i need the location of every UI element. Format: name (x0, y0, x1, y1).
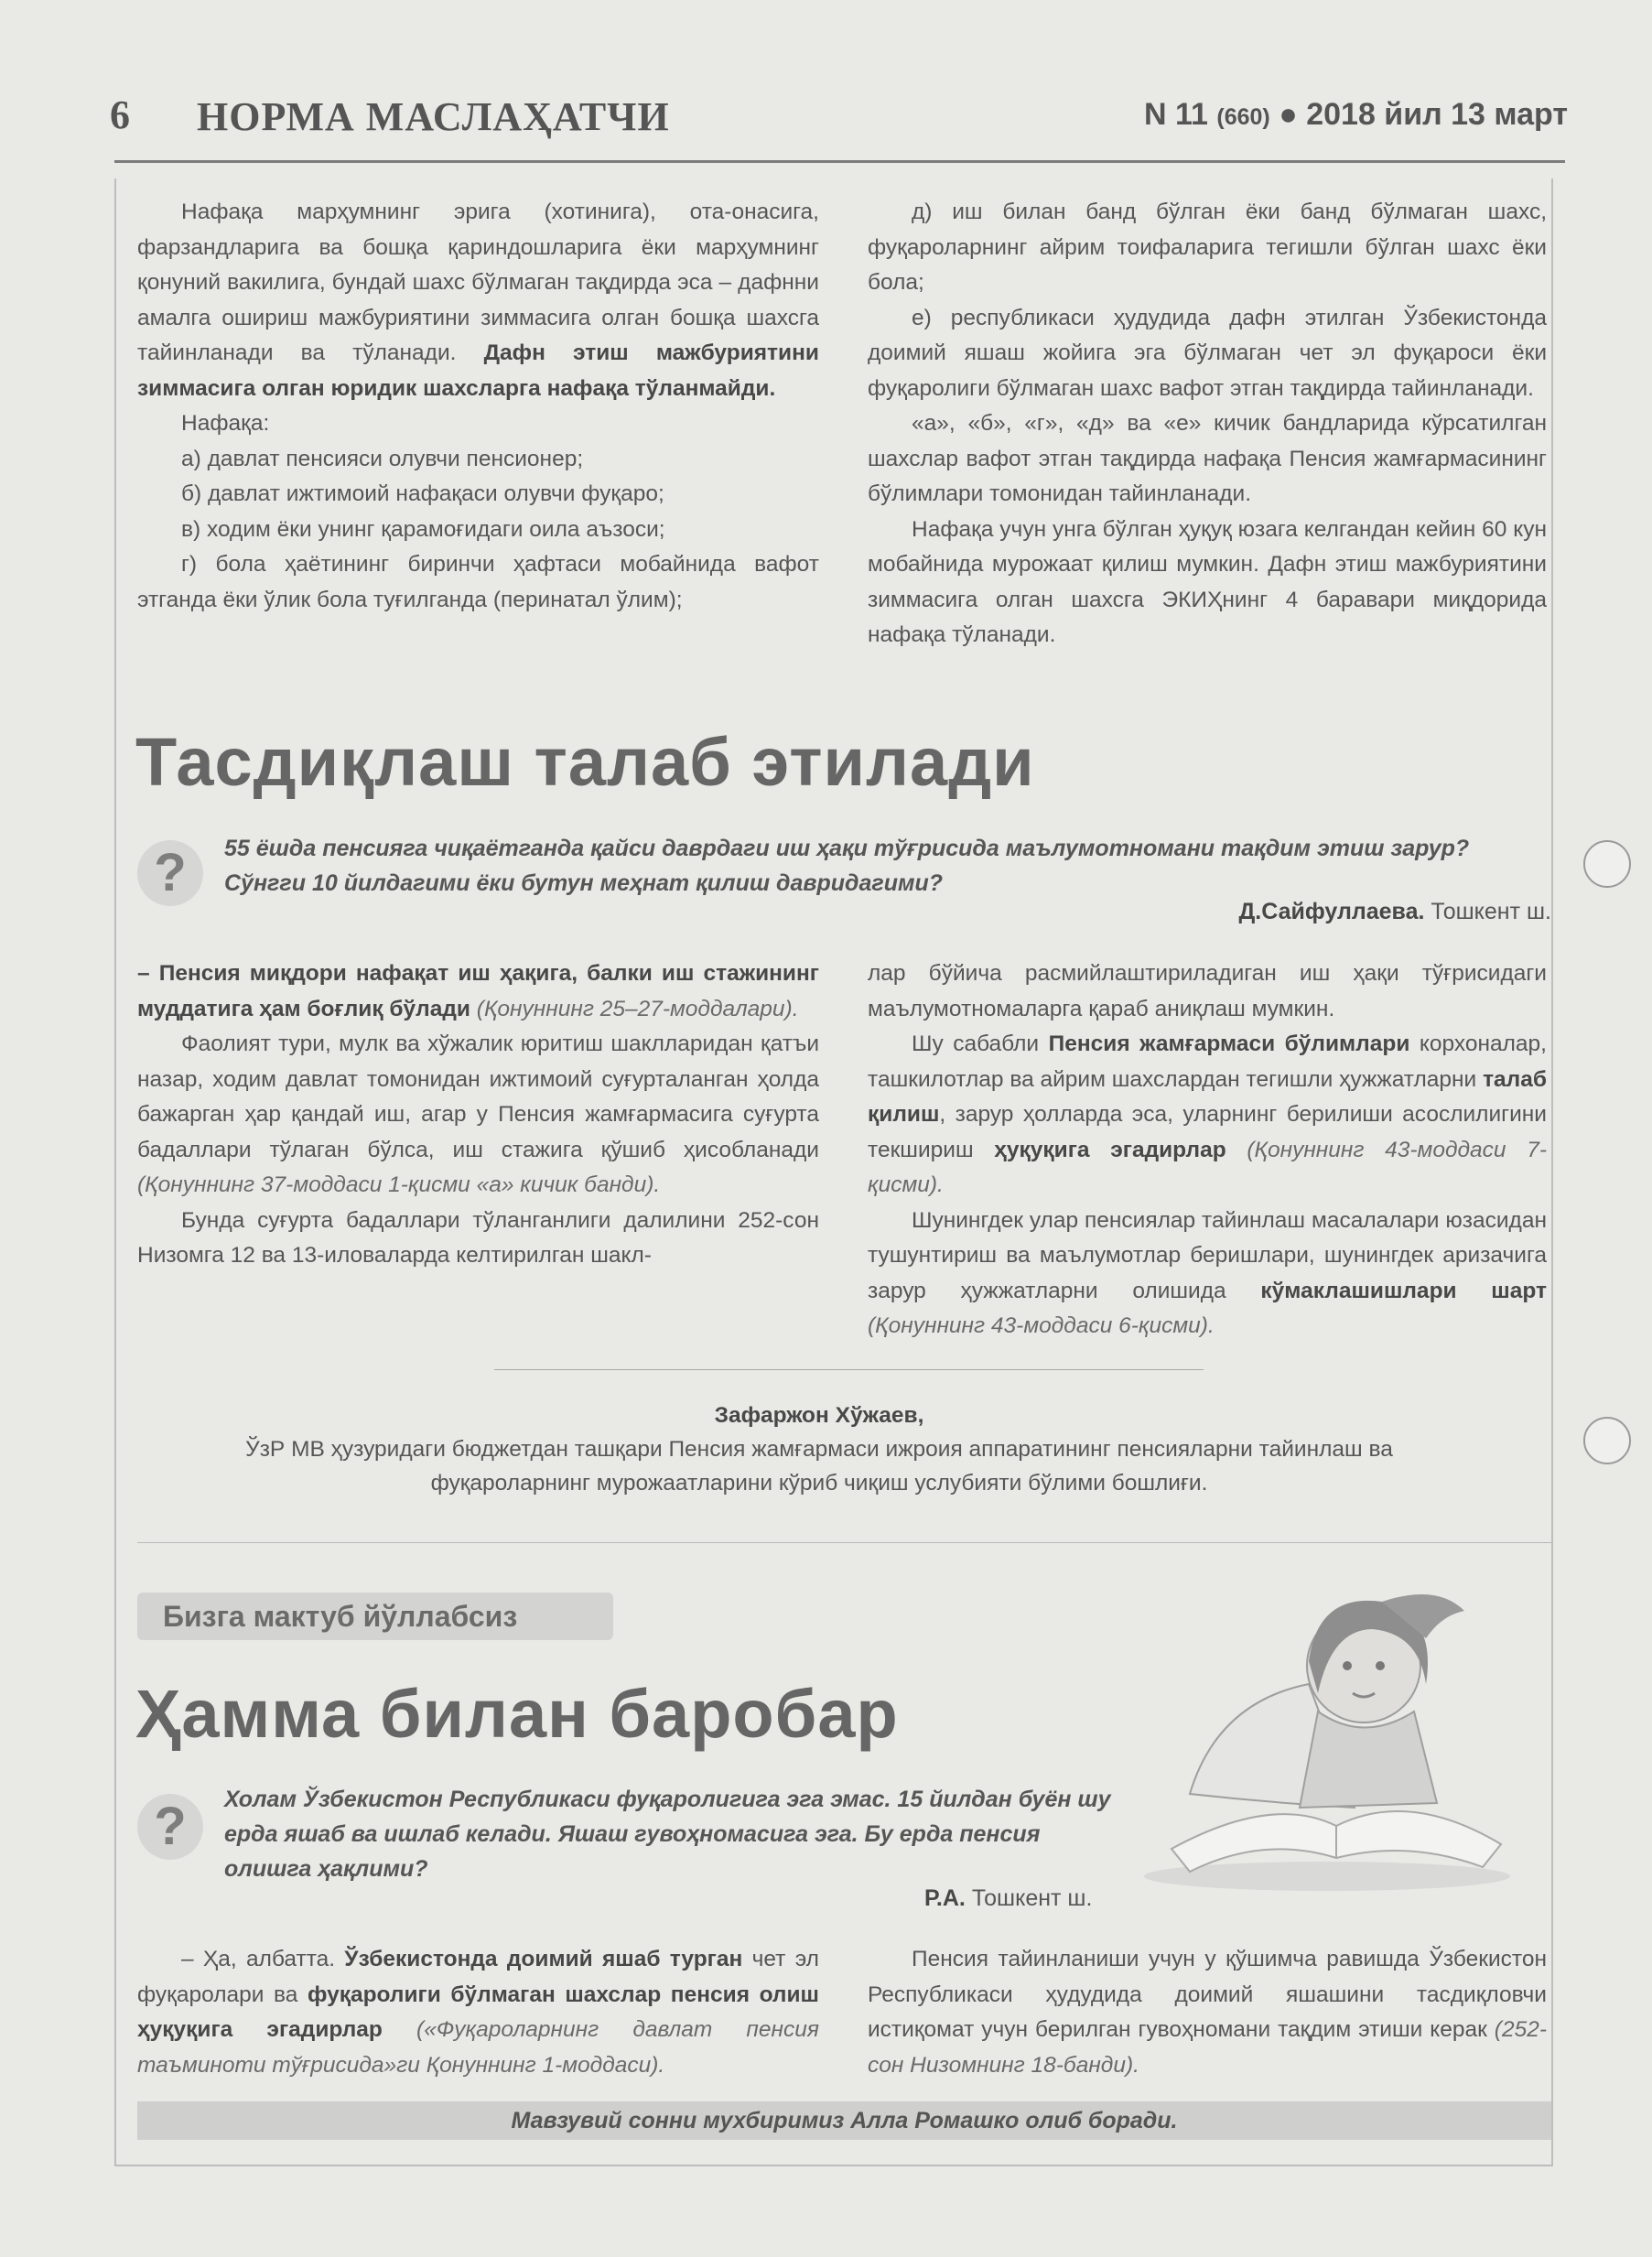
article2-paragraph: Пенсия тайинланиши учун у қўшимча равишда Ўзбекистон Республикаси ҳудудида доимий яшашини тасдиқловчи истиқомат учун берилган гувоҳномани тақдим этиши керак (252-сон Низомнинг 18-банди). (868, 1947, 1547, 2078)
newspaper-title: НОРМА МАСЛАҲАТЧИ (197, 94, 670, 139)
article1-author-city: Тошкент ш. (1431, 899, 1551, 924)
article1-paragraph: Шу сабабли Пенсия жамғармаси бўлимлари корхоналар, ташкилотлар ва айрим шахслардан тегишли ҳужжатларни талаб қилиш, зарур ҳолларда эса, уларнинг берилиши асослилигини текшириш ҳуқуқига эгадирлар (Қонуннинг 43-моддаси 7-қисми). (868, 1031, 1548, 1197)
top-left-column (137, 195, 819, 618)
signature-position: ЎзР МВ ҳузуридаги бюджетдан ташқари Пенсия жамғармаси ижроия аппаратининг пенсияларни тайинлаш ва фуқароларнинг мурожаатларини кўриб чиқиш услубияти бўлими бошлиғи. (245, 1437, 1393, 1496)
article1-question: 55 ёшда пенсияга чиқаётганда қайси даврдаги иш ҳақи тўғрисида маълумотномани тақдим этиш зарур? Сўнгги 10 йилдагими ёки бутун меҳнат қилиш давридагими? (224, 836, 1470, 896)
article2-question: Холам Ўзбекистон Республикаси фуқаролигига эга эмас. 15 йилдан буён шу ерда яшаб ва ишлаб келади. Яшаш гувоҳномасига эга. Бу ерда пенсия олишга ҳақлими? (224, 1787, 1111, 1882)
question-icon: ? (137, 840, 203, 906)
binder-hole (1583, 840, 1631, 888)
top-right-column (868, 195, 1547, 653)
list-item: Нафақа: (181, 411, 270, 436)
top-left-paragraph: Нафақа марҳумнинг эрига (хотинига), ота-онасига, фарзандларига ва бошқа қариндошларига ёки марҳумнинг қонуний вакилига, бундай шахс бўлмаган тақдирда эса – дафнни амалга ошириш мажбуриятини зиммасига олган бошқа шахсга тайинланади ва тўланади. Дафн этиш мажбуриятини зиммасига олган юридик шахсларга нафақа тўланмайди. (137, 200, 819, 401)
article2-paragraph: – Ҳа, албатта. Ўзбекистонда доимий яшаб турган чет эл фуқаролари ва фуқаролиги бўлмаган шахслар пенсия олиш ҳуқуқига эгадирлар («Фуқароларнинг давлат пенсия таъминоти тўғрисида»ги Қонуннинг 1-моддаси). (137, 1947, 819, 2078)
article1-paragraph: Шунингдек улар пенсиялар тайинлаш масалалари юзасидан тушунтириш ва маълумотлар беришлари, шунингдек аризачига зарур ҳужжатларни олишида кўмаклашишлари шарт (Қонуннинг 43-моддаси 6-қисми). (868, 1207, 1547, 1338)
binder-hole (1583, 1417, 1631, 1464)
list-item: Нафақа учун унга бўлган ҳуқуқ юзага келгандан кейин 60 кун мобайнида мурожаат қилиш мумкин. Дафн этиш мажбуриятини зиммасига олган шахсга ЭКИҲнинг 4 баравари миқдорида нафақа тўланади. (868, 516, 1547, 647)
list-item: а) давлат пенсияси олувчи пенсионер; (181, 446, 584, 471)
top-left-bold: Дафн этиш мажбуриятини зиммасига олган юридик шахсларга нафақа тўланмайди. (137, 340, 819, 401)
article2-author-city: Тошкент ш. (971, 1885, 1093, 1911)
article1-paragraph: лар бўйича расмийлаштириладиган иш ҳақи тўғрисидаги маълумотномаларга қараб аниқлаш мумкин. (868, 961, 1547, 1021)
article1-paragraph: Бунда суғурта бадаллари тўланганлиги далилини 252-сон Низомга 12 ва 13-иловаларда келтирилган шакл- (137, 1207, 819, 1268)
article1-paragraph: Фаолият тури, мулк ва хўжалик юритиш шаклларидан қатъи назар, ходим давлат томонидан ижтимоий суғурталанган ҳолда бажарган ҳар қандай иш, агар у Пенсия жамғармасига суғурта бадаллари тўлаган бўлса, иш стажига қўшиб ҳисобланади (Қонуннинг 37-моддаси 1-қисми «а» кичик банди). (137, 1031, 819, 1197)
issue-info (1144, 97, 1568, 133)
list-item: е) республикаси ҳудудида дафн этилган Ўзбекистонда доимий яшаш жойига эга бўлмаган чет эл фуқароси ёки фуқаролиги бўлмаган шахс вафот этган тақдирда тайинланади. (868, 305, 1547, 401)
header-rule (114, 160, 1565, 163)
list-item: б) давлат ижтимоий нафақаси олувчи фуқаро; (181, 481, 664, 506)
issue-bullet: ● (1279, 97, 1298, 132)
rubric-label: Бизга мактуб йўллабсиз (137, 1593, 613, 1640)
issue-date: 2018 йил 13 март (1306, 97, 1568, 132)
question-icon: ? (137, 1794, 203, 1860)
list-item: г) бола ҳаётининг биринчи ҳафтаси мобайнида вафот этганда ёки ўлик бола туғилганда (перинатал ўлим); (137, 552, 819, 612)
list-item: «а», «б», «г», «д» ва «е» кичик бандларида кўрсатилган шахслар вафот этган тақдирда нафақа Пенсия жамғармасининг бўлимлари томонидан тайинланади. (868, 411, 1547, 506)
article1-author-name: Д.Сайфуллаева. (1238, 899, 1425, 924)
reading-girl-illustration (1135, 1574, 1519, 1904)
article1-author (1238, 899, 1551, 925)
article1-left-column (137, 956, 819, 1274)
page-number: 6 (110, 92, 130, 137)
issue-prefix: N 11 (1143, 97, 1208, 132)
article2-right-column (868, 1942, 1547, 2083)
article1-right-column (868, 956, 1547, 1344)
signature (224, 1398, 1414, 1500)
section-separator (137, 1542, 1551, 1543)
footer-credit: Мавзувий сонни мухбиримиз Алла Ромашко олиб боради. (137, 2101, 1551, 2140)
issue-number: (660) (1216, 104, 1270, 130)
article2-left-column (137, 1942, 819, 2083)
list-item: д) иш билан банд бўлган ёки банд бўлмаган шахс, фуқароларнинг айрим тоифаларига тегишли бўлган шахс ёки бола; (868, 200, 1547, 295)
signature-separator (494, 1369, 1204, 1370)
article1-paragraph: – Пенсия миқдори нафақат иш ҳақига, балки иш стажининг муддатига ҳам боғлиқ бўлади (Қонуннинг 25–27-моддалари). (137, 961, 819, 1021)
signature-name: Зафаржон Хўжаев, (714, 1403, 924, 1428)
list-item: в) ходим ёки унинг қарамоғидаги оила аъзоси; (181, 516, 665, 542)
article1-title: Тасдиқлаш талаб этилади (135, 724, 1035, 800)
article2-author-name: Р.А. (924, 1885, 966, 1911)
article2-author (924, 1885, 1092, 1912)
article2-title: Ҳамма билан баробар (135, 1676, 899, 1752)
